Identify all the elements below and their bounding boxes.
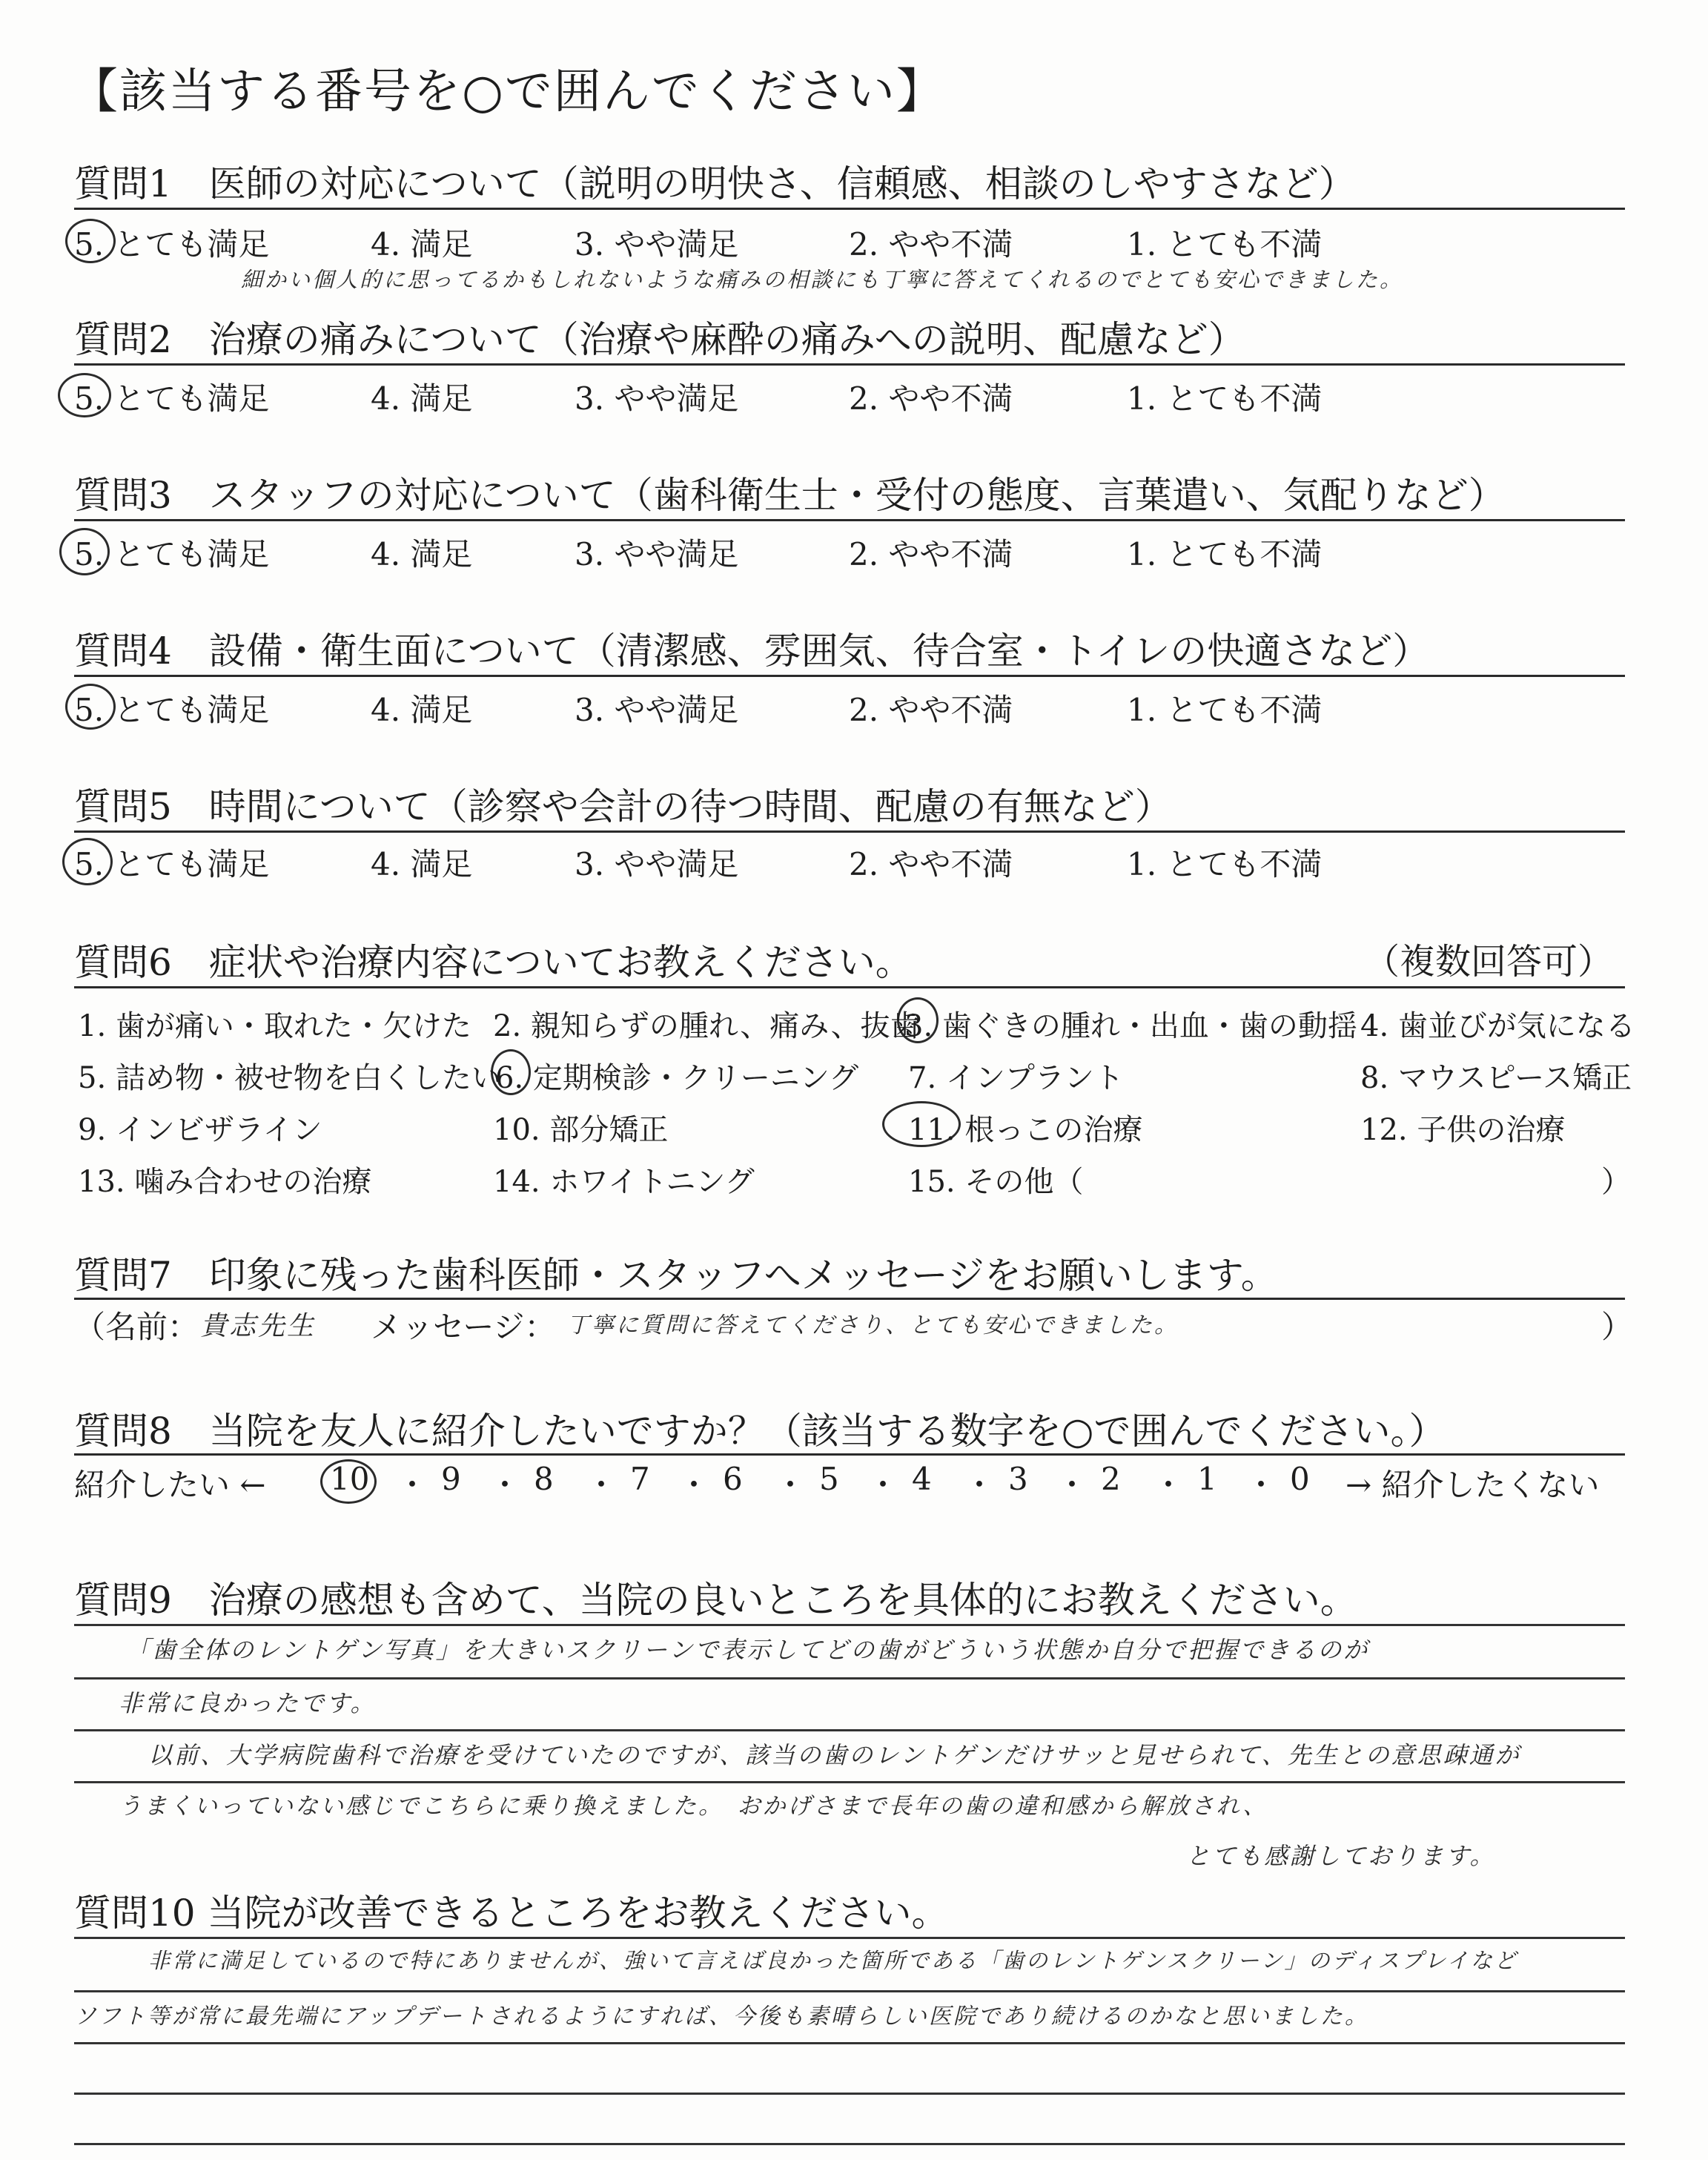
q8-scale-6[interactable]: 6 — [723, 1461, 743, 1497]
q5-option-2[interactable]: 2. やや不満 — [849, 846, 1013, 882]
q8-scale-9[interactable]: 9 — [441, 1461, 461, 1497]
q7-close: ） — [1601, 1309, 1633, 1345]
answer-line — [74, 2143, 1625, 2145]
q8-right-label: → 紹介したくない — [1345, 1467, 1600, 1503]
q10-line-1: 非常に満足しているので特にありませんが、強いて言えば良かった箇所である「歯のレントゲンスクリーン」のディスプレイなど — [148, 1948, 1518, 1973]
q10-line-2: ソフト等が常に最先端にアップデートされるようにすれば、今後も素晴らしい医院であり続けるのかなと思いました。 — [74, 2004, 1369, 2029]
q8-scale-5[interactable]: 5 — [819, 1461, 839, 1497]
q2-option-1[interactable]: 1. とても不満 — [1127, 380, 1323, 417]
q9-line-2: 非常に良かったです。 — [119, 1689, 377, 1717]
q7-name-label: （名前： — [74, 1309, 199, 1345]
q4-option-5[interactable]: 5. とても満足 — [74, 692, 270, 728]
q4-option-1[interactable]: 1. とても不満 — [1127, 692, 1323, 728]
q3-option-2[interactable]: 2. やや不満 — [849, 536, 1013, 572]
q6-item-15[interactable]: 15. その他（ — [908, 1165, 1084, 1199]
q3-option-1[interactable]: 1. とても不満 — [1127, 536, 1323, 572]
q9-line-1: 「歯全体のレントゲン写真」を大きいスクリーンで表示してどの歯がどういう状態か自分で把握できるのが — [126, 1636, 1370, 1664]
q1-option-3[interactable]: 3. やや満足 — [575, 226, 739, 262]
divider — [74, 1624, 1625, 1626]
q6-item-8[interactable]: 8. マウスピース矯正 — [1360, 1061, 1632, 1095]
q8-scale-10[interactable]: 10 — [330, 1461, 370, 1497]
scale-dot: ・ — [586, 1467, 618, 1503]
q1-comment: 細かい個人的に思ってるかもしれないような痛みの相談にも丁寧に答えてくれるのでとても安心できました。 — [241, 267, 1404, 292]
q8-scale-0[interactable]: 0 — [1290, 1461, 1310, 1497]
divider — [74, 208, 1625, 210]
q8-scale-4[interactable]: 4 — [912, 1461, 932, 1497]
q6-item-1[interactable]: 1. 歯が痛い・取れた・欠けた — [78, 1009, 471, 1043]
scale-dot: ・ — [489, 1467, 521, 1503]
scale-dot: ・ — [867, 1467, 899, 1503]
q1-option-5[interactable]: 5. とても満足 — [74, 226, 270, 262]
divider — [74, 830, 1625, 833]
q5-option-3[interactable]: 3. やや満足 — [575, 846, 739, 882]
q1-option-4[interactable]: 4. 満足 — [371, 226, 473, 262]
scale-dot: ・ — [775, 1467, 807, 1503]
divider — [74, 519, 1625, 521]
q6-other-close: ） — [1601, 1165, 1631, 1199]
q6-item-3[interactable]: 3. 歯ぐきの腫れ・出血・歯の動揺 — [904, 1009, 1357, 1043]
q1-title: 質問1 医師の対応について（説明の明快さ、信頼感、相談のしやすさなど） — [74, 162, 1356, 205]
q4-option-3[interactable]: 3. やや満足 — [575, 692, 739, 728]
q5-option-5[interactable]: 5. とても満足 — [74, 846, 270, 882]
q5-option-1[interactable]: 1. とても不満 — [1127, 846, 1323, 882]
q6-title: 質問6 症状や治療内容についてお教えください。 — [74, 941, 913, 984]
scale-dot: ・ — [1153, 1467, 1185, 1503]
q6-item-6[interactable]: 6. 定期検診・クリーニング — [495, 1061, 859, 1095]
divider — [74, 986, 1625, 988]
q4-title: 質問4 設備・衛生面について（清潔感、雰囲気、待合室・トイレの快適さなど） — [74, 630, 1430, 673]
scale-dot: ・ — [964, 1467, 996, 1503]
q2-option-5[interactable]: 5. とても満足 — [74, 380, 270, 417]
q6-item-10[interactable]: 10. 部分矯正 — [493, 1113, 669, 1147]
scale-dot: ・ — [1245, 1467, 1277, 1503]
q8-scale-2[interactable]: 2 — [1101, 1461, 1121, 1497]
q6-item-2[interactable]: 2. 親知らずの腫れ、痛み、抜歯 — [493, 1009, 920, 1043]
q7-title: 質問7 印象に残った歯科医師・スタッフへメッセージをお願いします。 — [74, 1254, 1278, 1297]
q6-item-11[interactable]: 11. 根っこの治療 — [908, 1113, 1143, 1147]
q6-multiple-note: （複数回答可） — [1364, 941, 1614, 982]
q6-item-4[interactable]: 4. 歯並びが気になる — [1360, 1009, 1635, 1043]
answer-line — [74, 2042, 1625, 2044]
q4-option-4[interactable]: 4. 満足 — [371, 692, 473, 728]
q7-name-value[interactable]: 貴志先生 — [200, 1311, 317, 1341]
answer-line — [74, 1990, 1625, 1992]
q9-line-5: とても感謝しております。 — [1186, 1842, 1496, 1870]
q9-line-3: 以前、大学病院歯科で治療を受けていたのですが、該当の歯のレントゲンだけサッと見せられて、先生との意思疎通が — [148, 1741, 1521, 1769]
divider — [74, 1298, 1625, 1300]
answer-line — [74, 1677, 1625, 1680]
answer-line — [74, 1781, 1625, 1783]
q3-title: 質問3 スタッフの対応について（歯科衛生士・受付の態度、言葉遣い、気配りなど） — [74, 474, 1506, 517]
q1-option-2[interactable]: 2. やや不満 — [849, 226, 1013, 262]
q2-option-3[interactable]: 3. やや満足 — [575, 380, 739, 417]
q8-scale-7[interactable]: 7 — [630, 1461, 650, 1497]
q5-option-4[interactable]: 4. 満足 — [371, 846, 473, 882]
scale-dot: ・ — [397, 1467, 428, 1503]
q6-item-7[interactable]: 7. インプラント — [908, 1061, 1124, 1095]
scale-dot: ・ — [678, 1467, 710, 1503]
page-title: 【該当する番号を○で囲んでください】 — [70, 65, 945, 119]
q6-item-12[interactable]: 12. 子供の治療 — [1360, 1113, 1566, 1147]
q6-item-5[interactable]: 5. 詰め物・被せ物を白くしたい — [78, 1061, 501, 1095]
q4-option-2[interactable]: 2. やや不満 — [849, 692, 1013, 728]
q8-scale-3[interactable]: 3 — [1008, 1461, 1028, 1497]
q6-item-9[interactable]: 9. インビザライン — [78, 1113, 322, 1147]
q2-title: 質問2 治療の痛みについて（治療や麻酔の痛みへの説明、配慮など） — [74, 318, 1245, 361]
divider — [74, 1453, 1625, 1456]
divider — [74, 363, 1625, 366]
divider — [74, 1937, 1625, 1939]
q9-line-4: うまくいっていない感じでこちらに乗り換えました。 おかげさまで長年の歯の違和感から解放され、 — [119, 1793, 1268, 1820]
answer-line — [74, 2093, 1625, 2095]
scale-dot: ・ — [1056, 1467, 1088, 1503]
q8-left-label: 紹介したい ← — [74, 1467, 266, 1503]
q7-message-label: メッセージ： — [371, 1309, 556, 1345]
q6-item-14[interactable]: 14. ホワイトニング — [493, 1165, 755, 1199]
q6-item-13[interactable]: 13. 噛み合わせの治療 — [78, 1165, 372, 1199]
q8-title: 質問8 当院を友人に紹介したいですか？（該当する数字を○で囲んでください。） — [74, 1410, 1446, 1453]
q1-option-1[interactable]: 1. とても不満 — [1127, 226, 1323, 262]
q9-title: 質問9 治療の感想も含めて、当院の良いところを具体的にお教えください。 — [74, 1579, 1357, 1622]
q10-title: 質問10 当院が改善できるところをお教えください。 — [74, 1892, 949, 1935]
q3-option-5[interactable]: 5. とても満足 — [74, 536, 270, 572]
q2-option-4[interactable]: 4. 満足 — [371, 380, 473, 417]
q8-scale-8[interactable]: 8 — [534, 1461, 554, 1497]
divider — [74, 675, 1625, 677]
q3-option-4[interactable]: 4. 満足 — [371, 536, 473, 572]
answer-line — [74, 1729, 1625, 1731]
q8-scale-1[interactable]: 1 — [1197, 1461, 1217, 1497]
q2-option-2[interactable]: 2. やや不満 — [849, 380, 1013, 417]
q5-title: 質問5 時間について（診察や会計の待つ時間、配慮の有無など） — [74, 785, 1172, 828]
q7-message-value[interactable]: 丁寧に質問に答えてくださり、とても安心できました。 — [567, 1312, 1179, 1338]
q3-option-3[interactable]: 3. やや満足 — [575, 536, 739, 572]
